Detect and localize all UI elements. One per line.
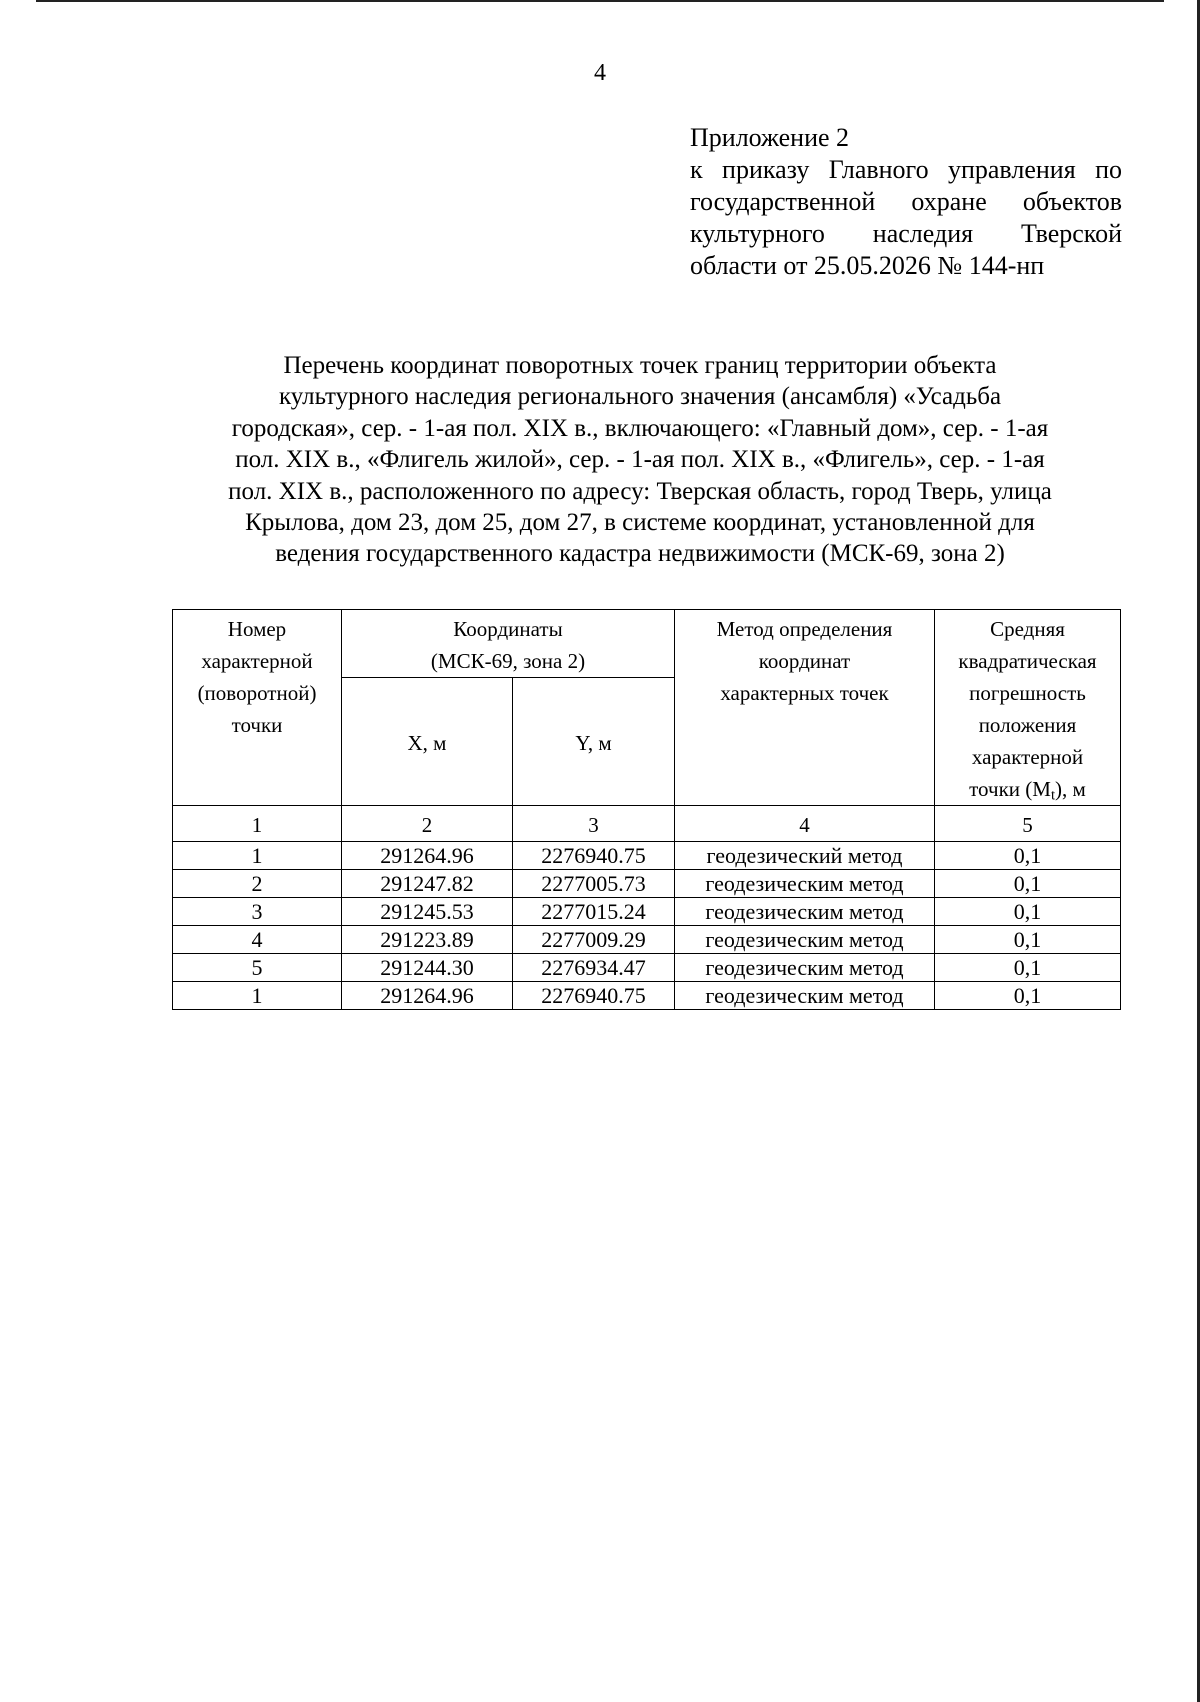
column-numbers-row bbox=[173, 806, 1121, 842]
cell-x: 291244.30 bbox=[342, 954, 513, 982]
table-header-row bbox=[173, 610, 1121, 678]
header-method: Метод определения координат характерных точек bbox=[675, 610, 935, 806]
column-number: 2 bbox=[342, 806, 513, 842]
document-heading bbox=[160, 350, 1120, 570]
cell-y: 2277009.29 bbox=[513, 926, 675, 954]
cell-y: 2277005.73 bbox=[513, 870, 675, 898]
header-mean-error: Средняя квадратическая погрешность положения характерной точки $(M_t)$, м bbox=[935, 610, 1121, 806]
cell-method: геодезическим метод bbox=[675, 954, 935, 982]
cell-error: 0,1 bbox=[935, 898, 1121, 926]
table-row bbox=[173, 870, 1121, 898]
cell-method: геодезическим метод bbox=[675, 982, 935, 1010]
table-row bbox=[173, 926, 1121, 954]
table-row bbox=[173, 842, 1121, 870]
table-row bbox=[173, 898, 1121, 926]
heading-line: пол. XIX в., «Флигель жилой», сер. - 1-ая пол. XIX в., «Флигель», сер. - 1-ая bbox=[235, 446, 1045, 474]
cell-y: 2276940.75 bbox=[513, 982, 675, 1010]
heading-line: городская», сер. - 1-ая пол. XIX в., включающего: «Главный дом», сер. - 1-ая bbox=[231, 414, 1049, 442]
header-x: X, м bbox=[342, 678, 513, 806]
cell-method: геодезическим метод bbox=[675, 926, 935, 954]
cell-y: 2277015.24 bbox=[513, 898, 675, 926]
appendix-text: к приказу Главного управления по государственной охране объектов культурного наследия Тверской области от 25.05.2026 № 144-нп bbox=[690, 155, 1122, 280]
column-number: 3 bbox=[513, 806, 675, 842]
appendix-block bbox=[690, 122, 1122, 282]
heading-line: Перечень координат поворотных точек границ территории объекта bbox=[283, 352, 997, 379]
cell-x: 291247.82 bbox=[342, 870, 513, 898]
cell-y: 2276940.75 bbox=[513, 842, 675, 870]
heading-line: пол. XIX в., расположенного по адресу: Тверская область, город Тверь, улица bbox=[228, 477, 1052, 505]
cell-point: 4 bbox=[173, 926, 342, 954]
cell-error: 0,1 bbox=[935, 870, 1121, 898]
cell-point: 3 bbox=[173, 898, 342, 926]
heading-line: культурного наследия регионального значения (ансамбля) «Усадьба bbox=[278, 383, 1002, 411]
heading-line: ведения государственного кадастра недвижимости (МСК-69, зона 2) bbox=[275, 540, 1005, 568]
table-row bbox=[173, 954, 1121, 982]
column-number: 4 bbox=[675, 806, 935, 842]
cell-error: 0,1 bbox=[935, 954, 1121, 982]
cell-method: геодезический метод bbox=[675, 842, 935, 870]
cell-point: 1 bbox=[173, 982, 342, 1010]
cell-x: 291245.53 bbox=[342, 898, 513, 926]
cell-x: 291264.96 bbox=[342, 982, 513, 1010]
cell-point: 5 bbox=[173, 954, 342, 982]
header-y: Y, м bbox=[513, 678, 675, 806]
column-number: 1 bbox=[173, 806, 342, 842]
cell-x: 291264.96 bbox=[342, 842, 513, 870]
cell-method: геодезическим метод bbox=[675, 870, 935, 898]
cell-x: 291223.89 bbox=[342, 926, 513, 954]
cell-point: 1 bbox=[173, 842, 342, 870]
cell-point: 2 bbox=[173, 870, 342, 898]
cell-y: 2276934.47 bbox=[513, 954, 675, 982]
cell-error: 0,1 bbox=[935, 926, 1121, 954]
header-point-number: Номер характерной (поворотной) точки bbox=[173, 610, 342, 806]
appendix-title: Приложение 2 bbox=[690, 123, 850, 152]
cell-error: 0,1 bbox=[935, 842, 1121, 870]
table-row bbox=[173, 982, 1121, 1010]
cell-method: геодезическим метод bbox=[675, 898, 935, 926]
column-number: 5 bbox=[935, 806, 1121, 842]
header-coordinates: Координаты (МСК-69, зона 2) bbox=[342, 610, 675, 678]
cell-error: 0,1 bbox=[935, 982, 1121, 1010]
header-error-last-line: точки $(M_t)$, м bbox=[969, 777, 1086, 804]
heading-line: Крылова, дом 23, дом 25, дом 27, в системе координат, установленной для bbox=[245, 509, 1035, 537]
coordinates-table bbox=[172, 609, 1121, 1010]
page-number: 4 bbox=[594, 60, 606, 86]
scan-border-top bbox=[36, 0, 1164, 2]
